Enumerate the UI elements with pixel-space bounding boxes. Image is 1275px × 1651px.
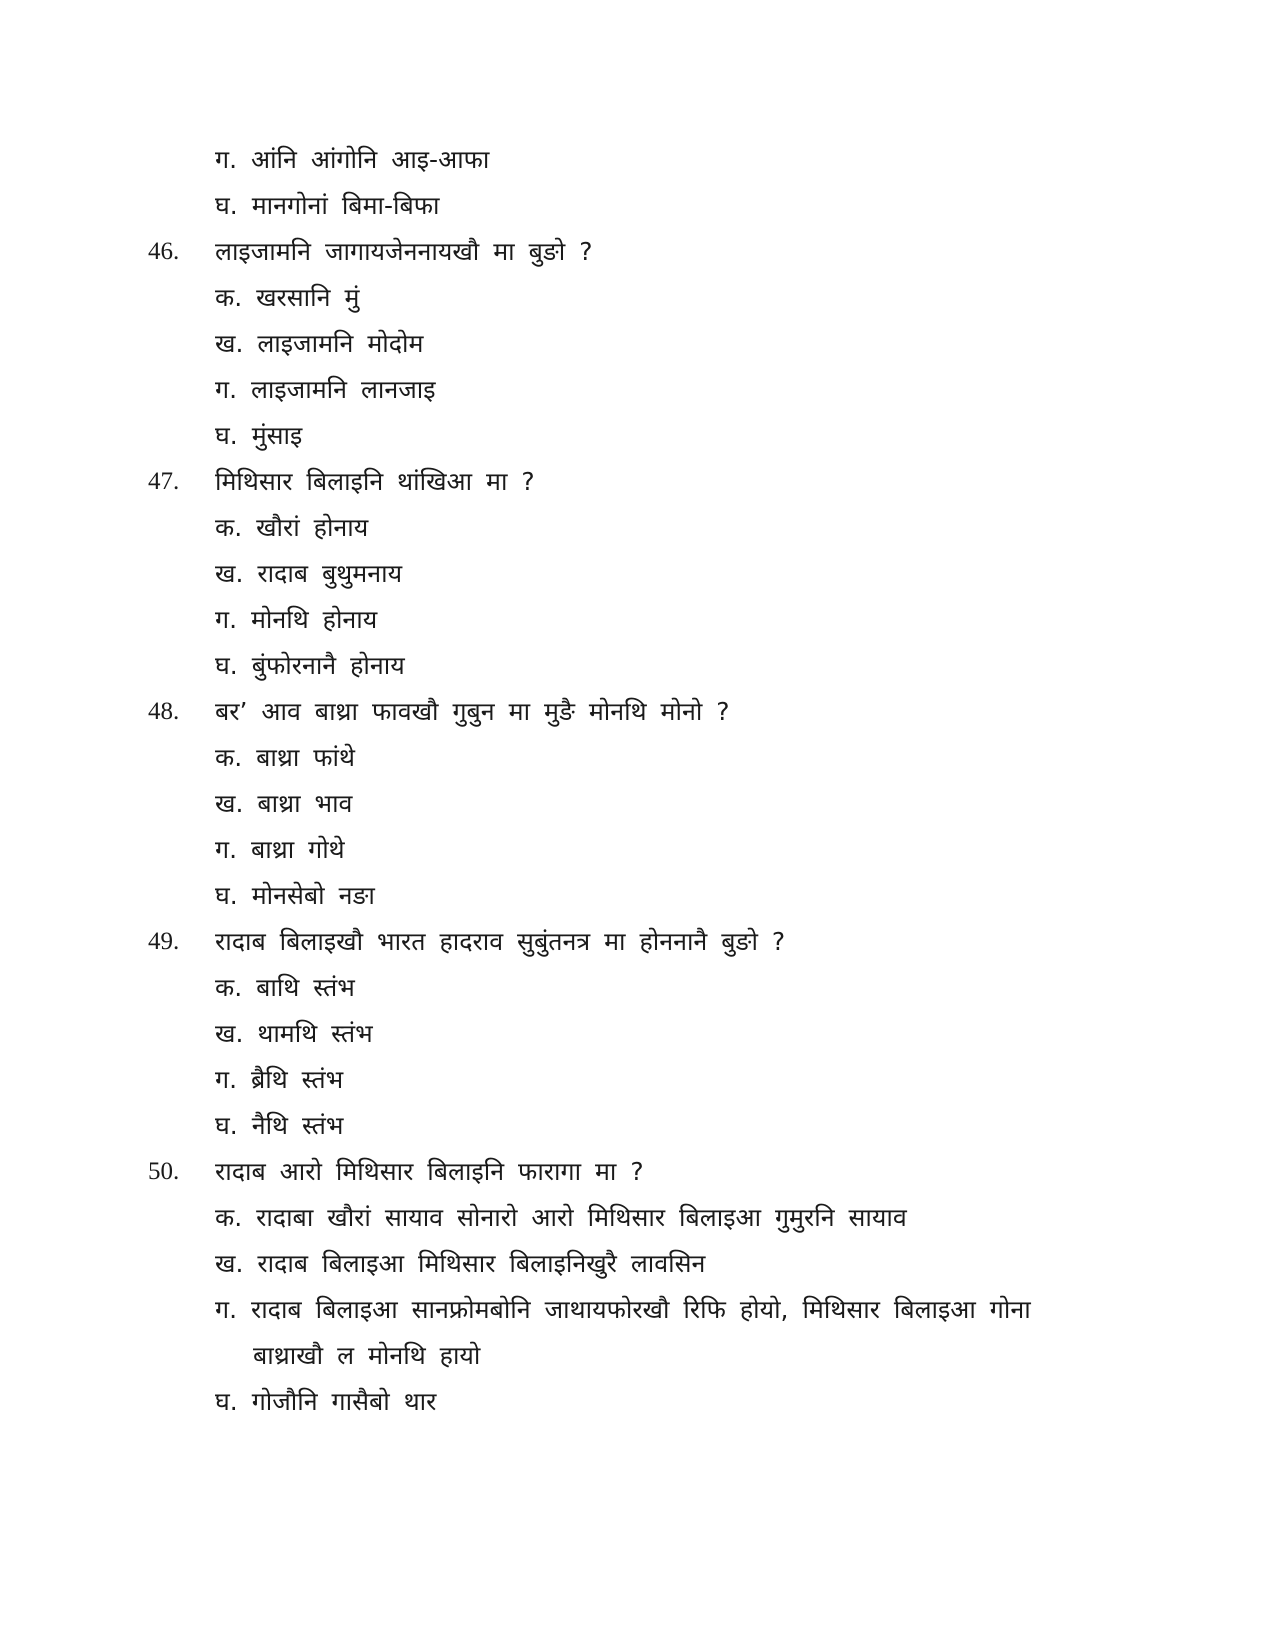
option-line	[215, 183, 440, 229]
option-line	[215, 781, 352, 827]
option-line	[215, 735, 355, 781]
option-label: घ.	[215, 1387, 238, 1416]
option-label: क.	[215, 973, 243, 1002]
option-label: क.	[215, 743, 243, 772]
option-line	[215, 597, 377, 643]
option-label: ख.	[215, 329, 244, 358]
option-label: ख.	[215, 1249, 244, 1278]
option-line	[215, 505, 368, 551]
option-text: लाइजामनि मोदोम	[257, 329, 424, 358]
option-line	[215, 413, 302, 459]
option-label: ग.	[215, 605, 238, 634]
option-text: मोनथि होनाय	[250, 605, 378, 634]
option-label: ग.	[215, 835, 238, 864]
option-label: क.	[215, 513, 243, 542]
option-label: ख.	[215, 789, 244, 818]
question-number: 47.	[148, 468, 180, 495]
option-line	[215, 137, 489, 183]
option-label: ग.	[215, 1295, 238, 1324]
option-line	[215, 1057, 343, 1103]
option-text: गोजौनि गासैबो थार	[251, 1387, 437, 1416]
option-label: ग.	[215, 375, 238, 404]
option-label: घ.	[215, 421, 238, 450]
question-text: रादाब बिलाइखौ भारत हादराव सुबुंतनत्र मा होननानै बुङो ?	[215, 927, 786, 956]
option-label: घ.	[215, 191, 238, 220]
option-line	[215, 827, 345, 873]
option-label: घ.	[215, 881, 238, 910]
question-text: रादाब आरो मिथिसार बिलाइनि फारागा मा ?	[215, 1157, 644, 1186]
option-line	[215, 965, 355, 1011]
option-line	[215, 1195, 907, 1241]
option-text-continuation: बाथ्राखौ ल मोनथि हायो	[253, 1341, 481, 1370]
option-line	[215, 275, 359, 321]
option-line	[215, 1011, 373, 1057]
question-text: बर’ आव बाथ्रा फावखौ गुबुन मा मुङै मोनथि मोनो ?	[215, 697, 730, 726]
option-label: ग.	[215, 1065, 238, 1094]
option-text: बाथि स्तंभ	[256, 973, 355, 1002]
option-line	[215, 551, 402, 597]
option-text: बाथ्रा गोथे	[250, 835, 345, 864]
option-text: ब्रैथि स्तंभ	[250, 1065, 344, 1094]
option-line	[215, 321, 423, 367]
option-text: रादाब बिलाइआ सानफ्रोमबोनि जाथायफोरखौ रिफि होयो, मिथिसार बिलाइआ गोना	[250, 1295, 1031, 1324]
option-label: घ.	[215, 651, 238, 680]
option-label: ख.	[215, 559, 244, 588]
option-label: ख.	[215, 1019, 244, 1048]
option-text: रादाब बिलाइआ मिथिसार बिलाइनिखुरै लावसिन	[257, 1249, 706, 1278]
option-text: लाइजामनि लानजाइ	[250, 375, 436, 404]
question-number: 48.	[148, 698, 180, 725]
question-number: 50.	[148, 1158, 180, 1185]
option-label: घ.	[215, 1111, 238, 1140]
option-line	[215, 643, 405, 689]
option-text: खरसानि मुं	[256, 283, 360, 312]
option-label: क.	[215, 1203, 243, 1232]
question-number: 46.	[148, 238, 180, 265]
option-text: मानगोनां बिमा-बिफा	[251, 191, 440, 220]
question-text: मिथिसार बिलाइनि थांखिआ मा ?	[215, 467, 535, 496]
option-label: ग.	[215, 145, 238, 174]
option-label: क.	[215, 283, 243, 312]
option-line	[215, 1241, 705, 1287]
option-line	[215, 1287, 1031, 1333]
option-text: खौरां होनाय	[256, 513, 369, 542]
option-text: मुंसाइ	[251, 421, 303, 450]
option-text: बाथ्रा फांथे	[256, 743, 355, 772]
option-line	[215, 1379, 436, 1425]
question-number: 49.	[148, 928, 180, 955]
option-text: आंनि आंगोनि आइ-आफा	[250, 145, 490, 174]
option-text: नैथि स्तंभ	[251, 1111, 344, 1140]
option-line	[215, 873, 375, 919]
option-line	[215, 1103, 344, 1149]
question-text: लाइजामनि जागायजेननायखौ मा बुङो ?	[215, 237, 593, 266]
option-text: बाथ्रा भाव	[257, 789, 353, 818]
option-text: मोनसेबो नङा	[251, 881, 375, 910]
option-text: रादाबा खौरां सायाव सोनारो आरो मिथिसार बिलाइआ गुमुरनि सायाव	[256, 1203, 907, 1232]
option-text: थामथि स्तंभ	[257, 1019, 373, 1048]
option-line	[215, 367, 436, 413]
option-text: रादाब बुथुमनाय	[257, 559, 403, 588]
option-text: बुंफोरनानै होनाय	[251, 651, 405, 680]
